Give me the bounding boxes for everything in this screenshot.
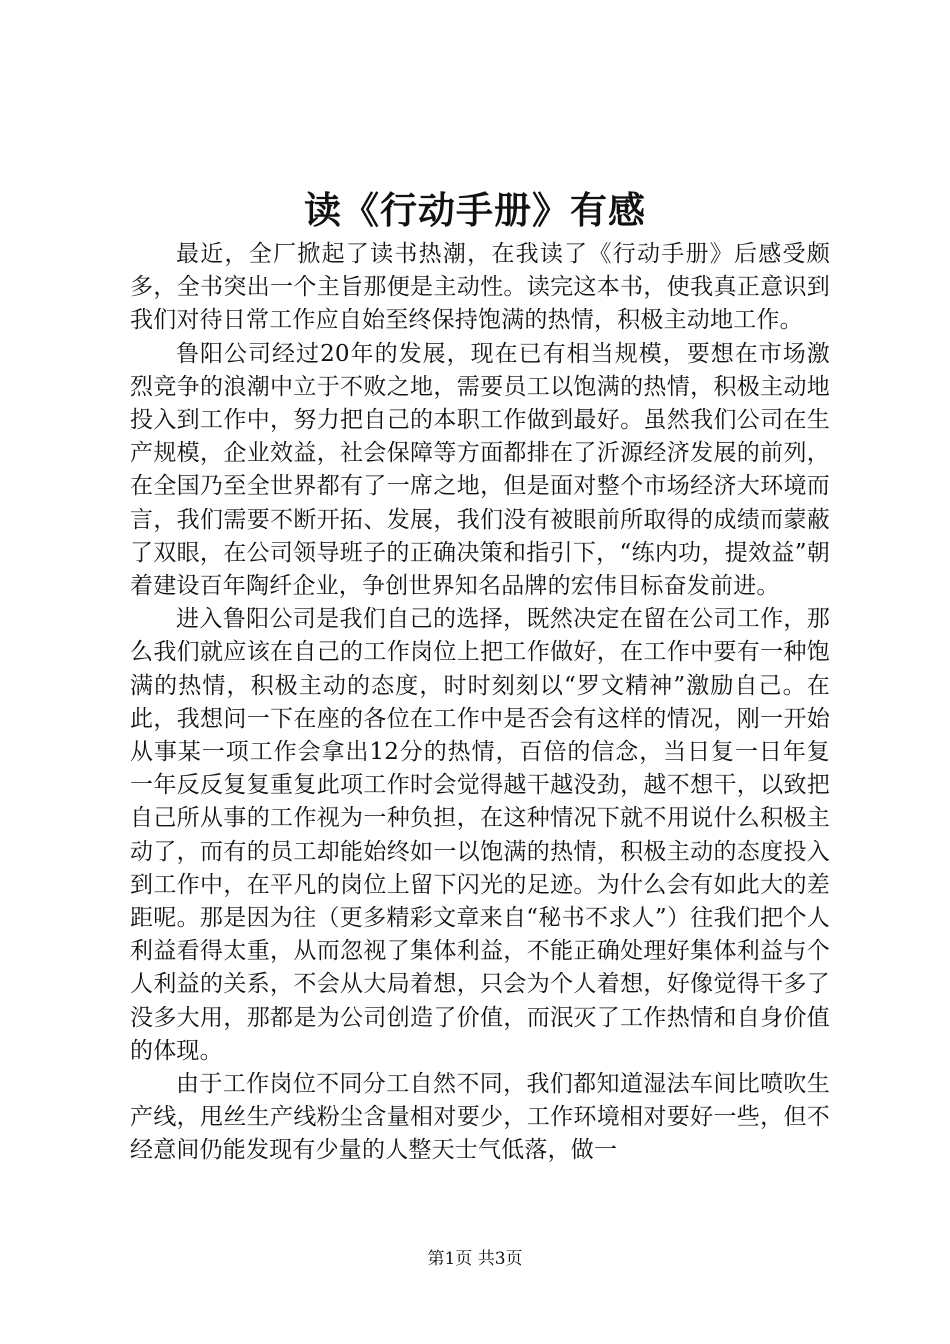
paragraph-2: 鲁阳公司经过20年的发展，现在已有相当规模，要想在市场激烈竞争的浪潮中立于不败之地，需要员工以饱满的热情，积极主动地投入到工作中，努力把自己的本职工作做到最好。虽然我们公司在生产规模，企业效益，社会保障等方面都排在了沂源经济发展的前列，在全国乃至全世界都有了一席之地，但是面对整个市场经济大环境而言，我们需要不断开拓、发展，我们没有被眼前所取得的成绩而蒙蔽了双眼，在公司领导班子的正确决策和指引下，“练内功，提效益”朝着建设百年陶纤企业，争创世界知名品牌的宏伟目标奋发前进。 <box>130 340 830 600</box>
document-title: 读《行动手册》有感 <box>304 188 646 232</box>
document-body <box>130 238 830 1168</box>
page-number-footer: 第1页 共3页 <box>427 1249 523 1269</box>
paragraph-4: 由于工作岗位不同分工自然不同，我们都知道湿法车间比喷吹生产线，甩丝生产线粉尘含量相对要少，工作环境相对要好一些，但不经意间仍能发现有少量的人整天士气低落，做一 <box>130 1071 830 1164</box>
paragraph-3: 进入鲁阳公司是我们自己的选择，既然决定在留在公司工作，那么我们就应该在自己的工作岗位上把工作做好，在工作中要有一种饱满的热情，积极主动的态度，时时刻刻以“罗文精神”激励自己。在此，我想问一下在座的各位在工作中是否会有这样的情况，刚一开始从事某一项工作会拿出12分的热情，百倍的信念，当日复一日年复一年反反复复重复此项工作时会觉得越干越没劲，越不想干，以致把自己所从事的工作视为一种负担，在这种情况下就不用说什么积极主动了，而有的员工却能始终如一以饱满的热情，积极主动的态度投入到工作中，在平凡的岗位上留下闪光的足迹。为什么会有如此大的差距呢。那是因为往（更多精彩文章来自“秘书不求人”）往我们把个人利益看得太重，从而忽视了集体利益，不能正确处理好集体利益与个人利益的关系，不会从大局着想，只会为个人着想，好像觉得干多了没多大用，那都是为公司创造了价值，而泯灭了工作热情和自身价值的体现。 <box>130 606 830 1064</box>
paragraph-1: 最近，全厂掀起了读书热潮，在我读了《行动手册》后感受颇多，全书突出一个主旨那便是主动性。读完这本书，使我真正意识到我们对待日常工作应自始至终保持饱满的热情，积极主动地工作。 <box>130 241 830 334</box>
